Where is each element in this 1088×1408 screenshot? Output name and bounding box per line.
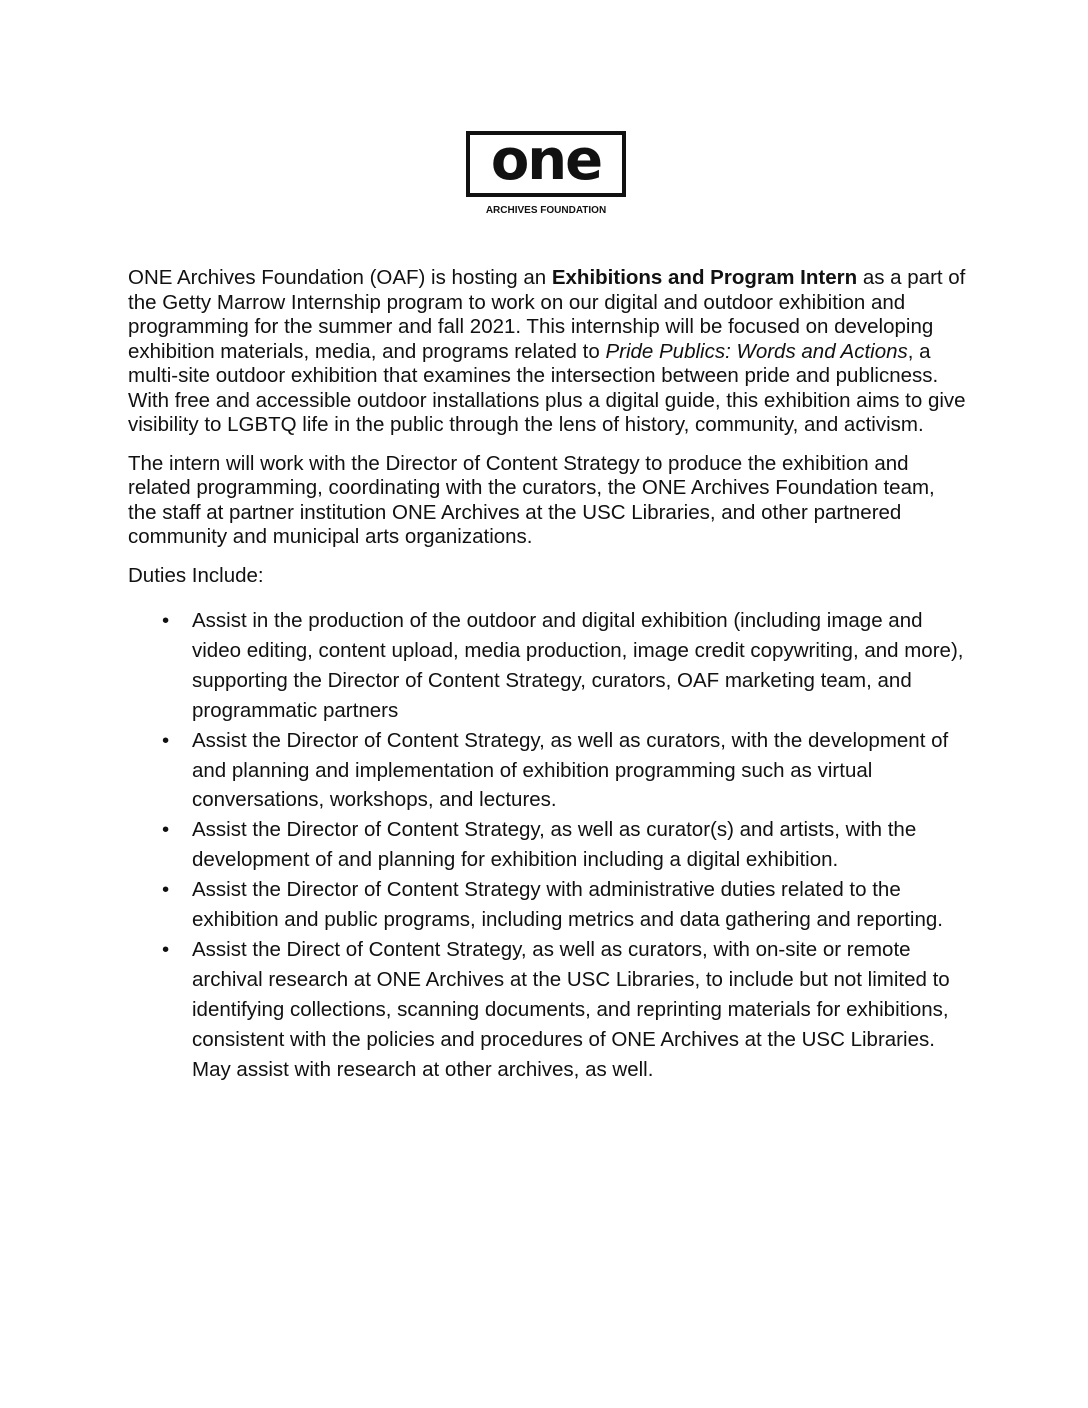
- document-body: [128, 266, 968, 1085]
- duty-text: Assist the Director of Content Strategy, as well as curator(s) and artists, with the development of and planning for exhibition including a digital exhibition.: [192, 818, 917, 872]
- list-item: [128, 815, 968, 875]
- duties-list: [128, 606, 968, 1085]
- intro-text-3: , a multi-site outdoor exhibition that examines the intersection between pride and publicness. With free and accessible outdoor installations plus a digital guide, this exhibition aims to give visibility to LGBTQ life in the public through the lens of history, community, and activism.: [128, 339, 966, 436]
- bullet-icon: •: [162, 818, 170, 842]
- logo-box: [466, 128, 626, 197]
- intern-title: Exhibitions and Program Intern: [551, 266, 858, 289]
- bullet-icon: •: [162, 937, 170, 961]
- bullet-icon: •: [162, 878, 170, 902]
- list-item: [128, 726, 968, 816]
- logo-subtitle: ARCHIVES FOUNDATION: [485, 205, 607, 216]
- duty-text: Assist the Direct of Content Strategy, as well as curators, with on-site or remote archival research at ONE Archives at the USC Libraries, to include but not limited to identifying collections, scanning documents, and reprinting materials for exhibitions, consistent with the policies and procedures of ONE Archives at the USC Libraries. May assist with research at other archives, as well.: [192, 937, 950, 1081]
- logo-word: one: [490, 128, 602, 193]
- list-item: [128, 935, 968, 1085]
- list-item: [128, 875, 968, 935]
- intro-text-1: ONE Archives Foundation (OAF) is hosting an: [128, 266, 552, 289]
- list-item: [128, 606, 968, 726]
- bullet-icon: •: [162, 609, 170, 632]
- intro-paragraph: [128, 266, 968, 438]
- duty-text: Assist the Director of Content Strategy with administrative duties related to the exhibition and public programs, including metrics and data gathering and reporting.: [192, 878, 943, 932]
- duties-label: Duties Include:: [128, 563, 264, 587]
- one-archives-logo: [466, 128, 626, 216]
- paragraph-2: The intern will work with the Director of Content Strategy to produce the exhibition and related programming, coordinating with the curators, the ONE Archives Foundation team, the staff at partner institution ONE Archives at the USC Libraries, and other partnered community and municipal arts organizations.: [128, 451, 935, 548]
- exhibition-title: Pride Publics: Words and Actions: [605, 339, 908, 363]
- intro-text-2: as a part of the Getty Marrow Internship program to work on our digital and outdoor exhibition and programming for the summer and fall 2021. This internship will be focused on developing exhibition materials, media, and programs related to: [128, 266, 966, 363]
- duty-text: Assist in the production of the outdoor and digital exhibition (including image and video editing, content upload, media production, image credit copywriting, and more), supporting the Director of Content Strategy, curators, OAF marketing team, and programmatic partners: [192, 609, 964, 722]
- bullet-icon: •: [162, 728, 170, 752]
- duty-text: Assist the Director of Content Strategy, as well as curators, with the development of and planning and implementation of exhibition programming such as virtual conversations, workshops, and lectures.: [192, 728, 949, 812]
